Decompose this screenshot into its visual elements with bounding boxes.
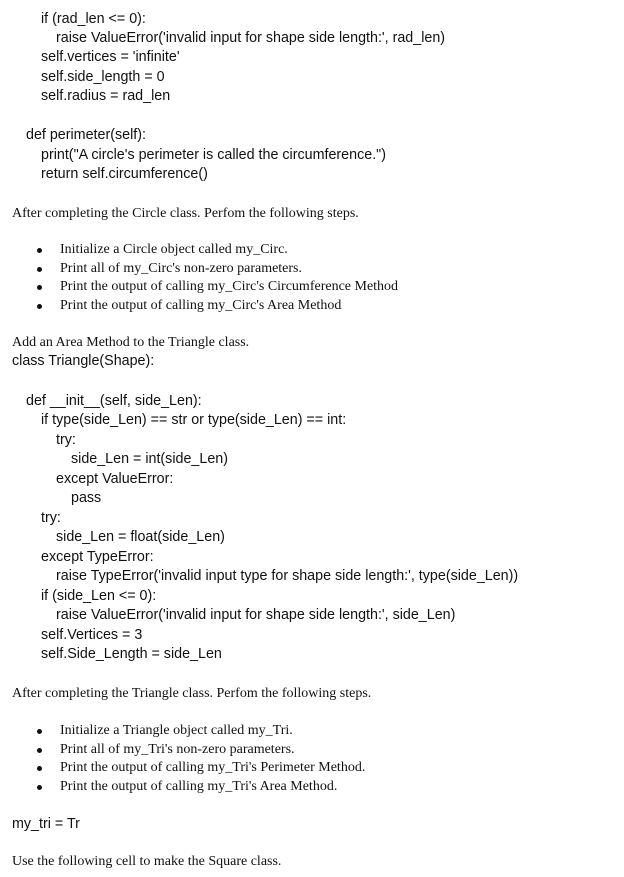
- code-line: self.Vertices = 3: [41, 627, 143, 643]
- code-line: try:: [41, 510, 61, 526]
- code-line: except ValueError:: [56, 471, 174, 487]
- triangle-class-header: class Triangle(Shape):: [12, 353, 155, 369]
- bullet-icon: [37, 729, 42, 734]
- code-line: try:: [56, 432, 76, 448]
- bullet-icon: [37, 267, 42, 272]
- code-line: pass: [71, 490, 102, 506]
- circle-steps-intro: After completing the Circle class. Perfom the following steps.: [12, 206, 359, 221]
- code-line: self.Side_Length = side_Len: [41, 646, 222, 662]
- code-line: side_Len = float(side_Len): [56, 529, 225, 545]
- code-line: raise ValueError('invalid input for shape side length:', side_Len): [56, 607, 456, 623]
- triangle-steps-intro: After completing the Triangle class. Perfom the following steps.: [12, 686, 372, 701]
- bullet-icon: [37, 766, 42, 771]
- code-line: my_tri = Tr: [12, 816, 80, 832]
- code-line: side_Len = int(side_Len): [71, 451, 228, 467]
- code-line: if (side_Len <= 0):: [41, 588, 157, 604]
- bullet-icon: [37, 748, 42, 753]
- code-line: def perimeter(self):: [26, 127, 146, 143]
- bullet-icon: [37, 285, 42, 290]
- bullet-icon: [37, 248, 42, 253]
- code-line: self.side_length = 0: [41, 69, 165, 85]
- code-line: except TypeError:: [41, 549, 154, 565]
- code-line: if (rad_len <= 0):: [41, 11, 146, 27]
- triangle-intro: Add an Area Method to the Triangle class.: [12, 335, 250, 350]
- code-line: self.vertices = 'infinite': [41, 49, 180, 65]
- code-line: return self.circumference(): [41, 166, 208, 182]
- bullet-icon: [37, 785, 42, 790]
- square-intro: Use the following cell to make the Square class.: [12, 854, 282, 869]
- code-line: print("A circle's perimeter is called the circumference."): [41, 147, 386, 163]
- code-line: self.radius = rad_len: [41, 88, 171, 104]
- bullet-icon: [37, 304, 42, 309]
- code-line: def __init__(self, side_Len):: [26, 393, 202, 409]
- code-line: raise TypeError('invalid input type for shape side length:', type(side_Len)): [56, 568, 519, 584]
- code-line: raise ValueError('invalid input for shape side length:', rad_len): [56, 30, 446, 46]
- code-line: if type(side_Len) == str or type(side_Len) == int:: [41, 412, 347, 428]
